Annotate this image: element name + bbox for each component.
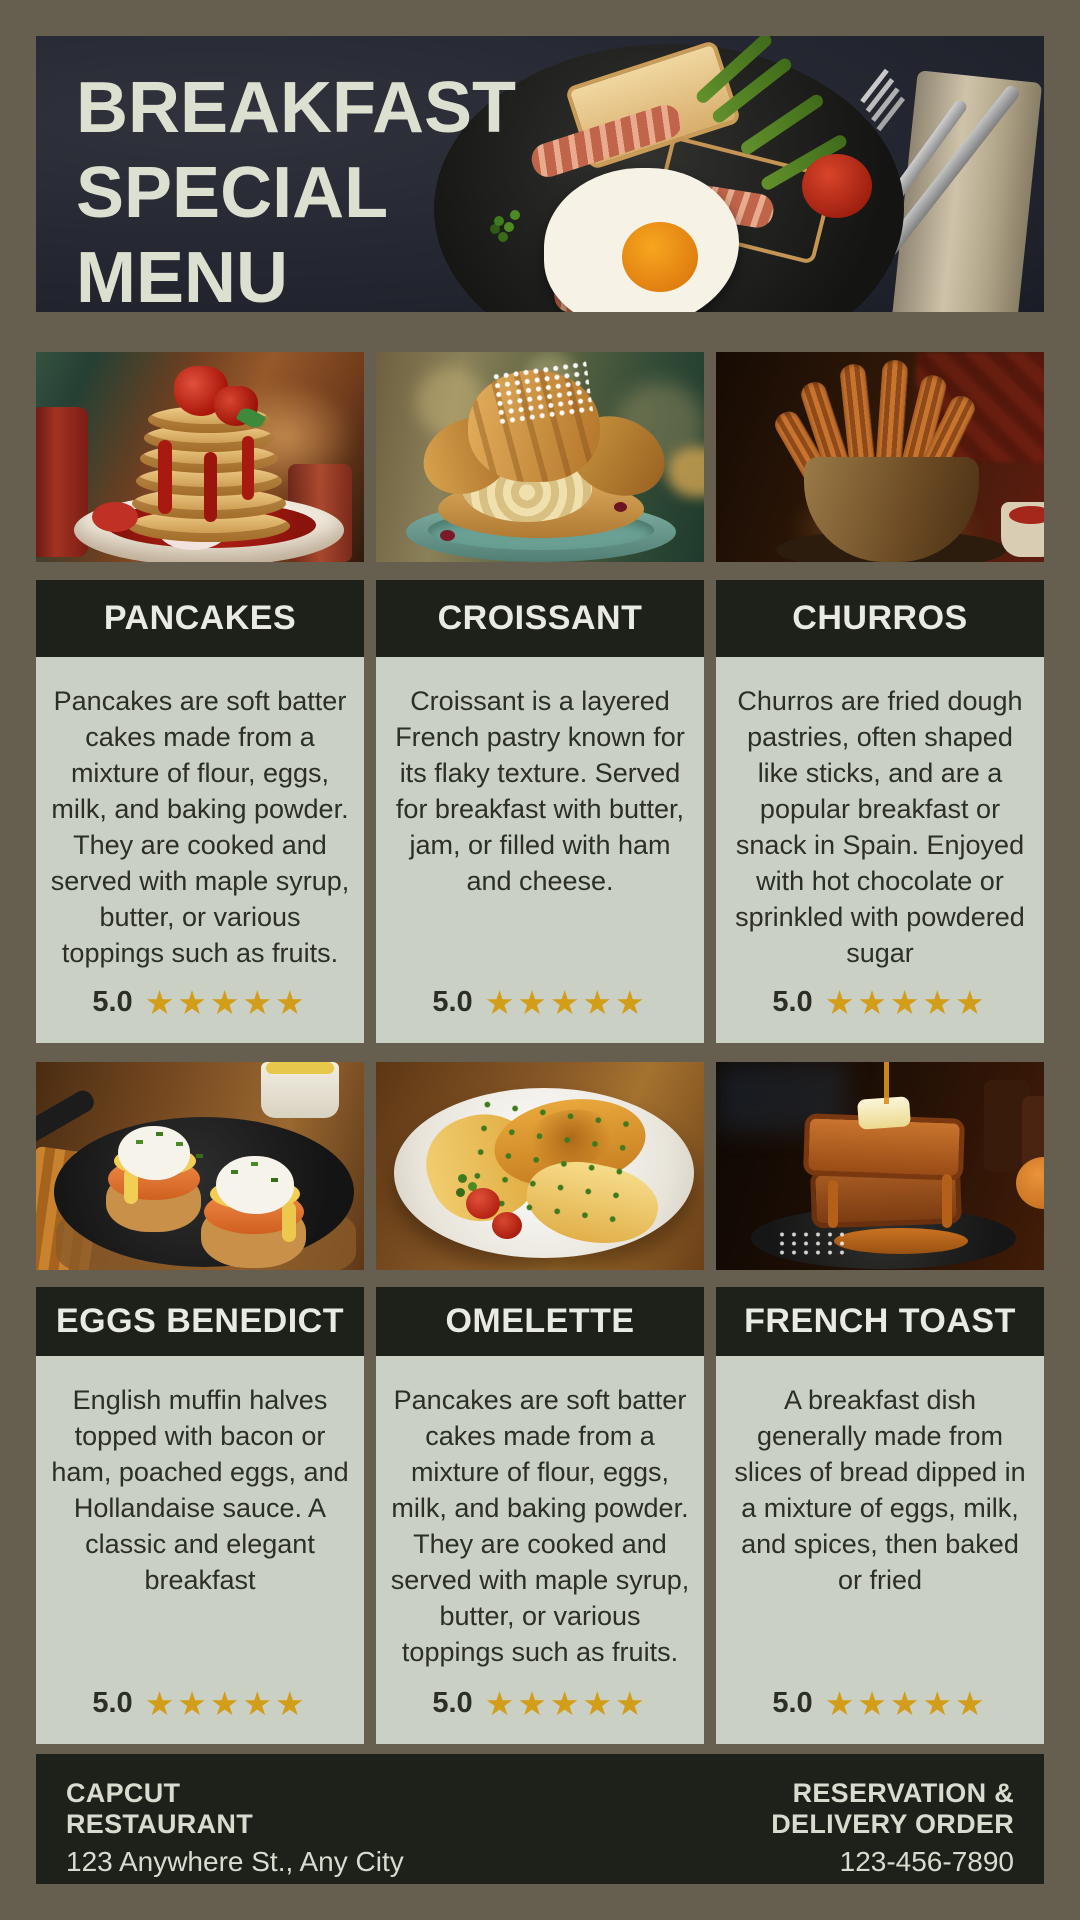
- star-icons: ★★★★★: [144, 1685, 308, 1722]
- reservation-info: [771, 1778, 1014, 1877]
- rating-value: 5.0: [432, 1687, 473, 1719]
- parsley: [458, 1174, 467, 1183]
- title-line-3: MENU: [76, 238, 288, 312]
- menu-item-description: Pancakes are soft batter cakes made from a mixture of flour, eggs, milk, and baking powder. They are cooked and served with maple syrup, butter, or various toppings such as fruits.: [390, 1385, 690, 1667]
- syrup-drip: [158, 440, 172, 514]
- menu-card-pancakes: [36, 580, 364, 1043]
- star-icons: ★★★★★: [484, 1685, 648, 1722]
- poached-egg: [118, 1126, 190, 1180]
- menu-card-eggs-benedict: [36, 1287, 364, 1744]
- phone-number: 123-456-7890: [839, 1846, 1014, 1877]
- menu-item-description: Churros are fried dough pastries, often shaped like sticks, and are a popular breakfast or snack in Spain. Enjoyed with hot chocolate or sprinkled with powdered sugar: [735, 686, 1025, 968]
- rating-value: 5.0: [432, 986, 473, 1018]
- menu-card-croissant: [376, 580, 704, 1043]
- strawberry: [92, 502, 138, 532]
- cherry-tomato: [492, 1212, 522, 1239]
- rating: [92, 986, 307, 1019]
- menu-item-body: [376, 657, 704, 1043]
- menu-item-body: [716, 1356, 1044, 1744]
- menu-item-description: English muffin halves topped with bacon or ham, poached eggs, and Hollandaise sauce. A classic and elegant breakfast: [51, 1385, 349, 1595]
- menu-item-title: FRENCH TOAST: [716, 1287, 1044, 1356]
- menu-item-description: A breakfast dish generally made from slices of bread dipped in a mixture of eggs, milk, and spices, then baked or fried: [734, 1385, 1026, 1595]
- rating: [772, 1687, 987, 1720]
- menu-item-body: [716, 657, 1044, 1043]
- powdered-sugar: [776, 1230, 846, 1256]
- rating-value: 5.0: [772, 986, 813, 1018]
- syrup-pool: [834, 1228, 968, 1254]
- restaurant-info: [66, 1778, 404, 1877]
- rating: [772, 986, 987, 1019]
- restaurant-name: CAPCUT RESTAURANT: [66, 1778, 253, 1839]
- rating: [432, 1687, 647, 1720]
- rating-value: 5.0: [772, 1687, 813, 1719]
- rating-value: 5.0: [92, 1687, 133, 1719]
- poached-egg: [216, 1156, 294, 1214]
- pancakes-photo: [36, 352, 364, 562]
- eggs-benedict-photo: [36, 1062, 364, 1270]
- rating: [92, 1687, 307, 1720]
- berry: [440, 530, 455, 541]
- egg-yolk: [622, 222, 698, 292]
- restaurant-address: 123 Anywhere St., Any City: [66, 1846, 404, 1877]
- title-line-2: SPECIAL: [76, 153, 389, 233]
- syrup-drip: [242, 436, 254, 500]
- star-icons: ★★★★★: [824, 1685, 988, 1722]
- photo-row-2: [36, 1062, 1044, 1270]
- star-icons: ★★★★★: [144, 984, 308, 1021]
- menu-item-body: [36, 657, 364, 1043]
- fork-tines: [860, 69, 889, 104]
- berry: [614, 502, 627, 512]
- title-line-1: BREAKFAST: [76, 68, 517, 148]
- menu-card-churros: [716, 580, 1044, 1043]
- reservation-label: RESERVATION & DELIVERY ORDER: [771, 1778, 1014, 1839]
- menu-item-title: OMELETTE: [376, 1287, 704, 1356]
- french-toast-photo: [716, 1062, 1044, 1270]
- menu-item-description: Pancakes are soft batter cakes made from a mixture of flour, eggs, milk, and baking powder. They are cooked and served with maple syrup, butter, or various toppings such as fruits.: [50, 686, 350, 968]
- page-title: [76, 66, 516, 312]
- menu-item-body: [36, 1356, 364, 1744]
- menu-card-omelette: [376, 1287, 704, 1744]
- croissant-photo: [376, 352, 704, 562]
- rating: [432, 986, 647, 1019]
- rating-value: 5.0: [92, 986, 133, 1018]
- menu-item-title: CROISSANT: [376, 580, 704, 657]
- star-icons: ★★★★★: [824, 984, 988, 1021]
- menu-item-title: CHURROS: [716, 580, 1044, 657]
- hero-banner: [36, 36, 1044, 312]
- menu-card-french-toast: [716, 1287, 1044, 1744]
- chives: [136, 1140, 143, 1144]
- tomato: [802, 154, 872, 218]
- syrup-drip: [204, 452, 217, 522]
- photo-row-1: [36, 352, 1044, 562]
- card-row-2: [36, 1287, 1044, 1744]
- churros-photo: [716, 352, 1044, 562]
- card-row-1: [36, 580, 1044, 1043]
- cherry-tomato: [466, 1188, 500, 1219]
- menu-item-description: Croissant is a layered French pastry known for its flaky texture. Served for breakfast with butter, jam, or filled with ham and cheese.: [395, 686, 685, 896]
- menu-item-title: PANCAKES: [36, 580, 364, 657]
- syrup-drip: [942, 1174, 952, 1228]
- syrup-drip: [828, 1180, 838, 1228]
- menu-item-title: EGGS BENEDICT: [36, 1287, 364, 1356]
- star-icons: ★★★★★: [484, 984, 648, 1021]
- menu-item-body: [376, 1356, 704, 1744]
- syrup-stream: [884, 1062, 889, 1104]
- footer: [36, 1754, 1044, 1884]
- omelette-photo: [376, 1062, 704, 1270]
